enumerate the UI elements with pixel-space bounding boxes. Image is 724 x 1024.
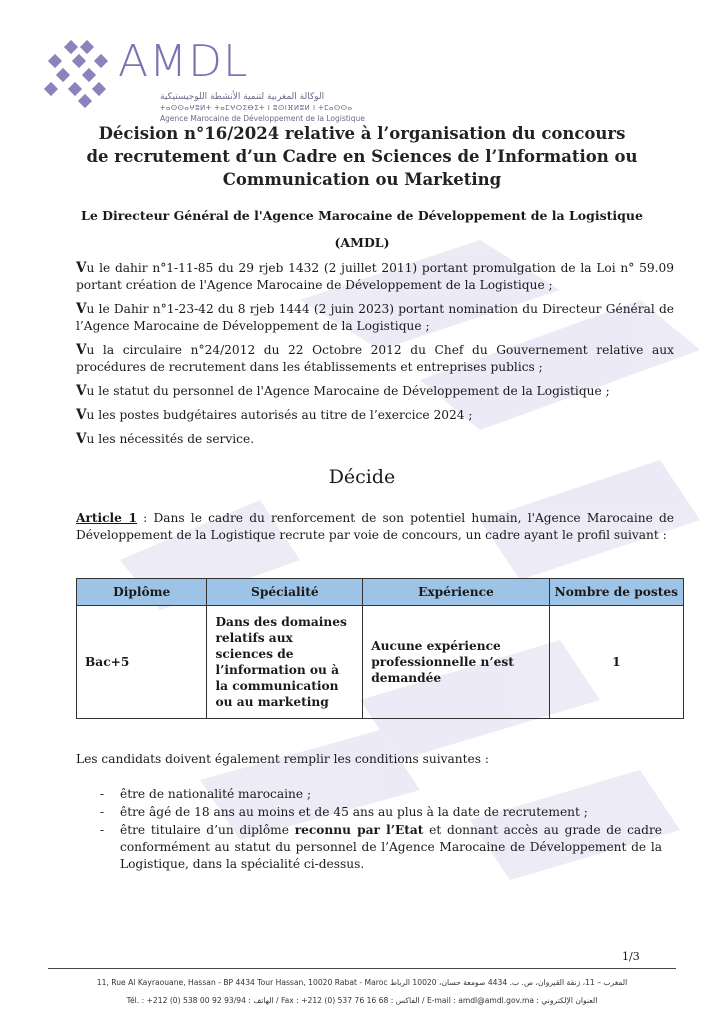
consideration-item: Vu le Dahir n°1-23-42 du 8 rjeb 1444 (2 juin 2023) portant nomination du Directeur Général de l’Agence Marocaine de Développement de la Logistique ; — [76, 301, 674, 333]
issuer-acronym: (AMDL) — [334, 235, 390, 250]
table-header-row — [77, 579, 684, 606]
page-number: 1/3 — [622, 950, 640, 963]
footer-divider — [48, 968, 676, 969]
considerations-list — [76, 260, 674, 455]
footer-address: 11, Rue Al Kayraouane, Hassan - BP 4434 Tour Hassan, 10020 Rabat - Maroc المغرب – 11، زنقة القيروان، ص. ب. 4434 صومعة حسان، 10020 الرباط — [96, 978, 628, 987]
consideration-item: Vu le dahir n°1-11-85 du 29 rjeb 1432 (2 juillet 2011) portant promulgation de la Loi n° 59.09 portant création de l'Agence Marocaine de Développement de la Logistique ; — [76, 260, 674, 292]
conditions-list — [100, 786, 662, 874]
issuer-heading — [40, 202, 684, 256]
logo-cubes-icon — [44, 40, 114, 110]
amdl-logo — [44, 36, 365, 123]
cell-diplome: Bac+5 — [77, 606, 207, 719]
logo-wordmark: AMDL — [118, 36, 249, 87]
position-table — [76, 578, 684, 719]
list-item: - être de nationalité marocaine ; — [100, 787, 312, 801]
logo-arabic-name: الوكالة المغربية لتنمية الأنشطة اللوجيستيكية — [160, 92, 325, 102]
list-item: - être âgé de 18 ans au moins et de 45 ans au plus à la date de recrutement ; — [100, 805, 588, 819]
consideration-item: Vu les postes budgétaires autorisés au titre de l’exercice 2024 ; — [76, 407, 473, 423]
cell-postes: 1 — [549, 606, 683, 719]
issuer-line: Le Directeur Général de l'Agence Marocaine de Développement de la Logistique — [81, 208, 643, 223]
decision-title — [40, 122, 684, 191]
consideration-item: Vu le statut du personnel de l'Agence Marocaine de Développement de la Logistique ; — [76, 383, 610, 399]
title-line-1: Décision n°16/2024 relative à l’organisation du concours — [98, 124, 626, 143]
article-1-label: Article 1 — [76, 511, 137, 525]
footer-contact: Tél. : +212 (0) 538 00 92 93/94 : الهاتف / Fax : +212 (0) 537 76 16 68 : الفاكس / E-mail : amdl@amdl.gov.ma : العنوان الإلكتروني — [126, 996, 598, 1005]
header-diplome: Diplôme — [77, 579, 207, 606]
cell-experience: Aucune expérience professionnelle n’est demandée — [363, 606, 549, 719]
article-1-text: : Dans le cadre du renforcement de son potentiel humain, l'Agence Marocaine de Développement de la Logistique recrute par voie de concours, un cadre ayant le profil suivant : — [76, 511, 674, 542]
logo-tifinagh-name: ⵜⴰⵙⵙⴰⵖⵓⵍⵜ ⵜⴰⵎⵖⵔⵉⴱⵉⵜ ⵏ ⵓⵙⵏⴼⵍⵓⵍ ⵏ ⵜⵎⴰⵙⵙⴰ — [160, 104, 353, 112]
conditions-intro: Les candidats doivent également remplir les conditions suivantes : — [76, 752, 490, 766]
consideration-item: Vu les nécessités de service. — [76, 431, 255, 447]
header-experience: Expérience — [363, 579, 549, 606]
header-nombre-postes: Nombre de postes — [549, 579, 683, 606]
decide-heading: Décide — [328, 466, 396, 488]
header-specialite: Spécialité — [207, 579, 363, 606]
table-row — [77, 606, 684, 719]
logo-french-name: Agence Marocaine de Développement de la Logistique — [160, 114, 365, 123]
title-line-2: de recrutement d’un Cadre en Sciences de l’Information ou — [86, 147, 638, 166]
cell-specialite: Dans des domaines relatifs aux sciences de l’information ou à la communication ou au marketing — [207, 606, 363, 719]
title-line-3: Communication ou Marketing — [222, 170, 502, 189]
consideration-item: Vu la circulaire n°24/2012 du 22 Octobre 2012 du Chef du Gouvernement relative aux procédures de recrutement dans les établissements et entreprises publics ; — [76, 342, 674, 374]
list-item: - être titulaire d’un diplôme reconnu par l’Etat et donnant accès au grade de cadre conformément au statut du personnel de l’Agence Marocaine de Développement de la Logistique, dans la spécialité ci-dessus. — [100, 823, 662, 871]
article-1 — [76, 510, 674, 544]
